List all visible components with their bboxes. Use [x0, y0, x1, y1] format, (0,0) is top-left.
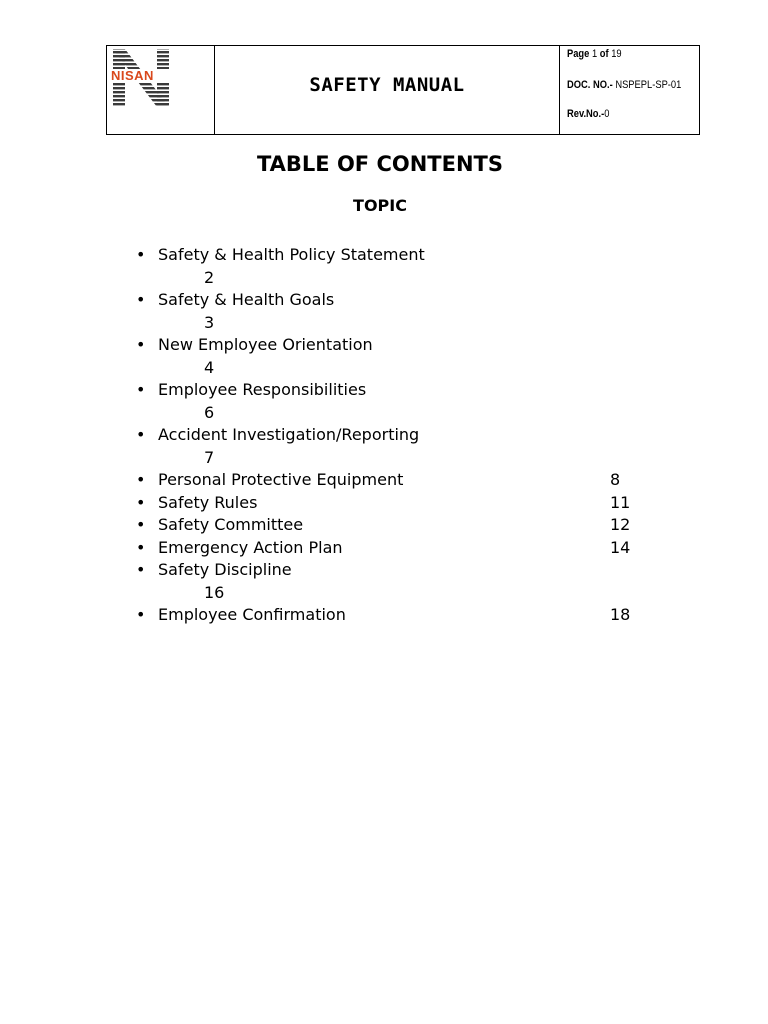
toc-item — [134, 379, 654, 424]
toc-item — [134, 514, 654, 537]
toc-item — [134, 559, 654, 604]
toc-item-page: 2 — [204, 267, 215, 287]
page-label: Page — [567, 48, 590, 60]
toc-item-page: 14 — [610, 537, 631, 557]
logo-text: NISAN — [111, 69, 175, 83]
toc-item-page: 8 — [610, 470, 621, 489]
page-of: of — [599, 48, 609, 60]
toc-item-page: 3 — [204, 312, 215, 332]
toc-item — [134, 492, 654, 515]
manual-title: SAFETY MANUAL — [309, 74, 465, 96]
toc-item-label: Personal Protective Equipment — [158, 470, 404, 489]
toc-item-label: New Employee Orientation — [158, 335, 373, 354]
page-current: 1 — [591, 48, 598, 60]
page-number — [567, 48, 622, 60]
toc-item-label: Safety Committee — [158, 515, 304, 534]
toc-item-page: 6 — [204, 402, 215, 422]
rev-value: 0 — [604, 108, 610, 120]
toc-item-label: Emergency Action Plan — [158, 537, 343, 557]
toc-item-page: 11 — [610, 492, 631, 512]
doc-value: NSPEPL-SP-01 — [615, 79, 682, 91]
toc-item-label: Employee Responsibilities — [158, 380, 367, 399]
rev-label: Rev.No.- — [567, 108, 605, 120]
revision-number — [567, 108, 609, 120]
toc-item — [134, 537, 654, 560]
toc-item — [134, 469, 654, 492]
toc-item-label: Accident Investigation/Reporting — [158, 425, 420, 444]
page-total: 19 — [611, 48, 622, 60]
toc-item-page: 7 — [204, 447, 215, 467]
toc-item — [134, 424, 654, 469]
nisan-logo — [111, 47, 175, 109]
title-cell — [215, 46, 560, 134]
toc-heading: TABLE OF CONTENTS — [256, 152, 504, 176]
toc-item-page: 18 — [610, 605, 631, 624]
toc-item-label: Employee Confirmation — [158, 605, 346, 624]
logo-cell — [107, 46, 215, 134]
toc-item — [134, 289, 654, 334]
toc-item-label: Safety & Health Policy Statement — [158, 245, 425, 264]
toc-item — [134, 334, 654, 379]
toc-item-label: Safety Rules — [158, 492, 258, 512]
toc-item — [134, 244, 654, 289]
toc-list — [134, 244, 654, 627]
toc-item-label: Safety Discipline — [158, 560, 292, 579]
meta-cell — [560, 46, 699, 134]
toc-item-page: 4 — [204, 357, 215, 377]
toc-item-label: Safety & Health Goals — [158, 290, 335, 309]
toc-item — [134, 604, 654, 627]
document-header — [106, 45, 700, 135]
doc-label: DOC. NO.- — [567, 79, 613, 91]
doc-number — [567, 79, 681, 91]
toc-item-page: 12 — [610, 515, 631, 534]
toc-item-page: 16 — [204, 582, 225, 602]
topic-heading: TOPIC — [353, 196, 407, 215]
